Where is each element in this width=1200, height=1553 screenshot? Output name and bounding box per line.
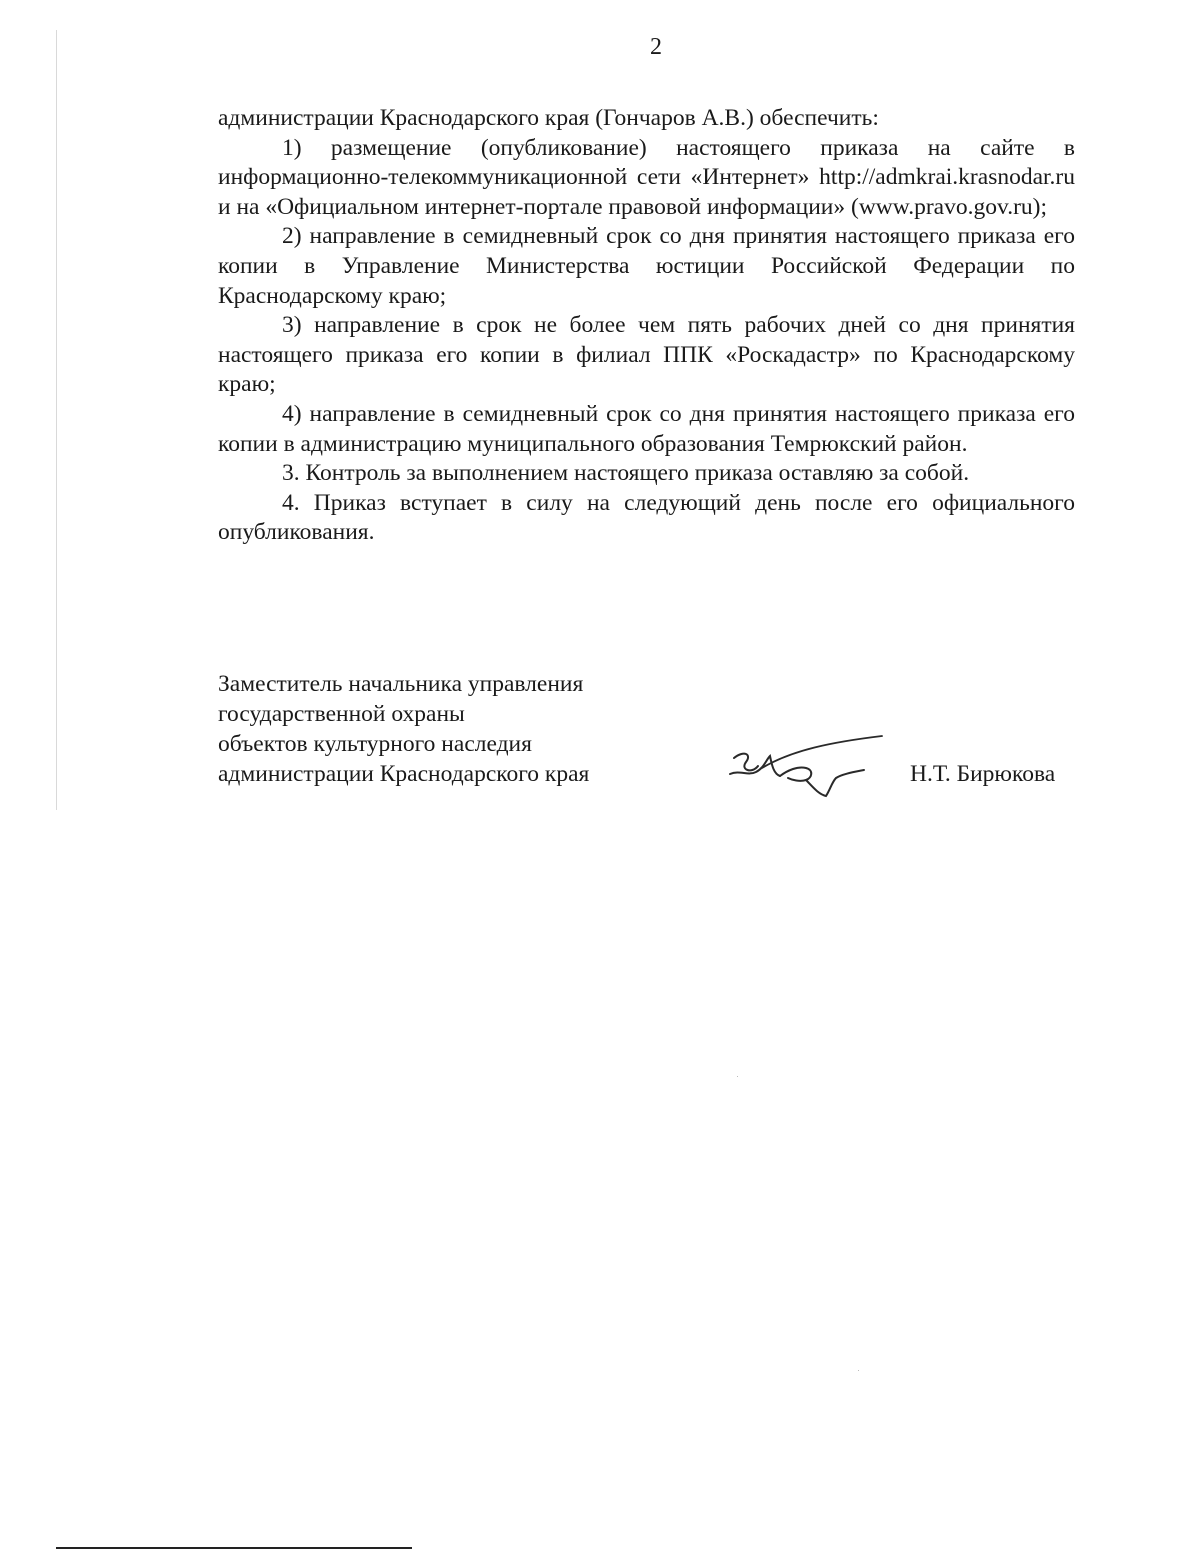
paragraph-intro: администрации Краснодарского края (Гончаров А.В.) обеспечить: (218, 105, 879, 131)
signer-position-line: государственной охраны (218, 701, 465, 727)
handwritten-signature (722, 730, 892, 805)
paragraph-item-4: 4) направление в семидневный срок со дня принятия настоящего приказа его копии в администрацию муниципального образования Темрюкский район. (218, 400, 1075, 457)
paragraph-item-1: 1) размещение (опубликование) настоящего приказа на сайте в информационно-телекоммуникационной сети «Интернет» http://admkrai.krasnodar.ru и на «Официальном интернет-портале правовой информации» (www.pravo.gov.ru); (218, 134, 1075, 220)
signer-name: Н.Т. Бирюкова (910, 761, 1056, 787)
document-body (218, 104, 1075, 548)
page-number: 2 (650, 34, 662, 60)
paragraph-item-3: 3) направление в срок не более чем пять рабочих дней со дня принятия настоящего приказа его копии в филиал ППК «Роскадастр» по Краснодарскому краю; (218, 312, 1075, 398)
signer-position (218, 669, 638, 789)
paragraph-effective: 4. Приказ вступает в силу на следующий день после его официального опубликования. (218, 489, 1075, 546)
signer-position-line: администрации Краснодарского края (218, 761, 590, 787)
scan-margin-mark (56, 30, 57, 810)
scan-speck (737, 1076, 738, 1077)
paragraph-control: 3. Контроль за выполнением настоящего приказа оставляю за собой. (282, 460, 970, 487)
paragraph-item-2: 2) направление в семидневный срок со дня принятия настоящего приказа его копии в Управление Министерства юстиции Российской Федерации по Краснодарскому краю; (218, 223, 1075, 309)
scan-bottom-edge (56, 1547, 412, 1549)
scan-speck (858, 1370, 859, 1371)
signer-position-line: объектов культурного наследия (218, 731, 532, 757)
signer-position-line: Заместитель начальника управления (218, 671, 584, 697)
